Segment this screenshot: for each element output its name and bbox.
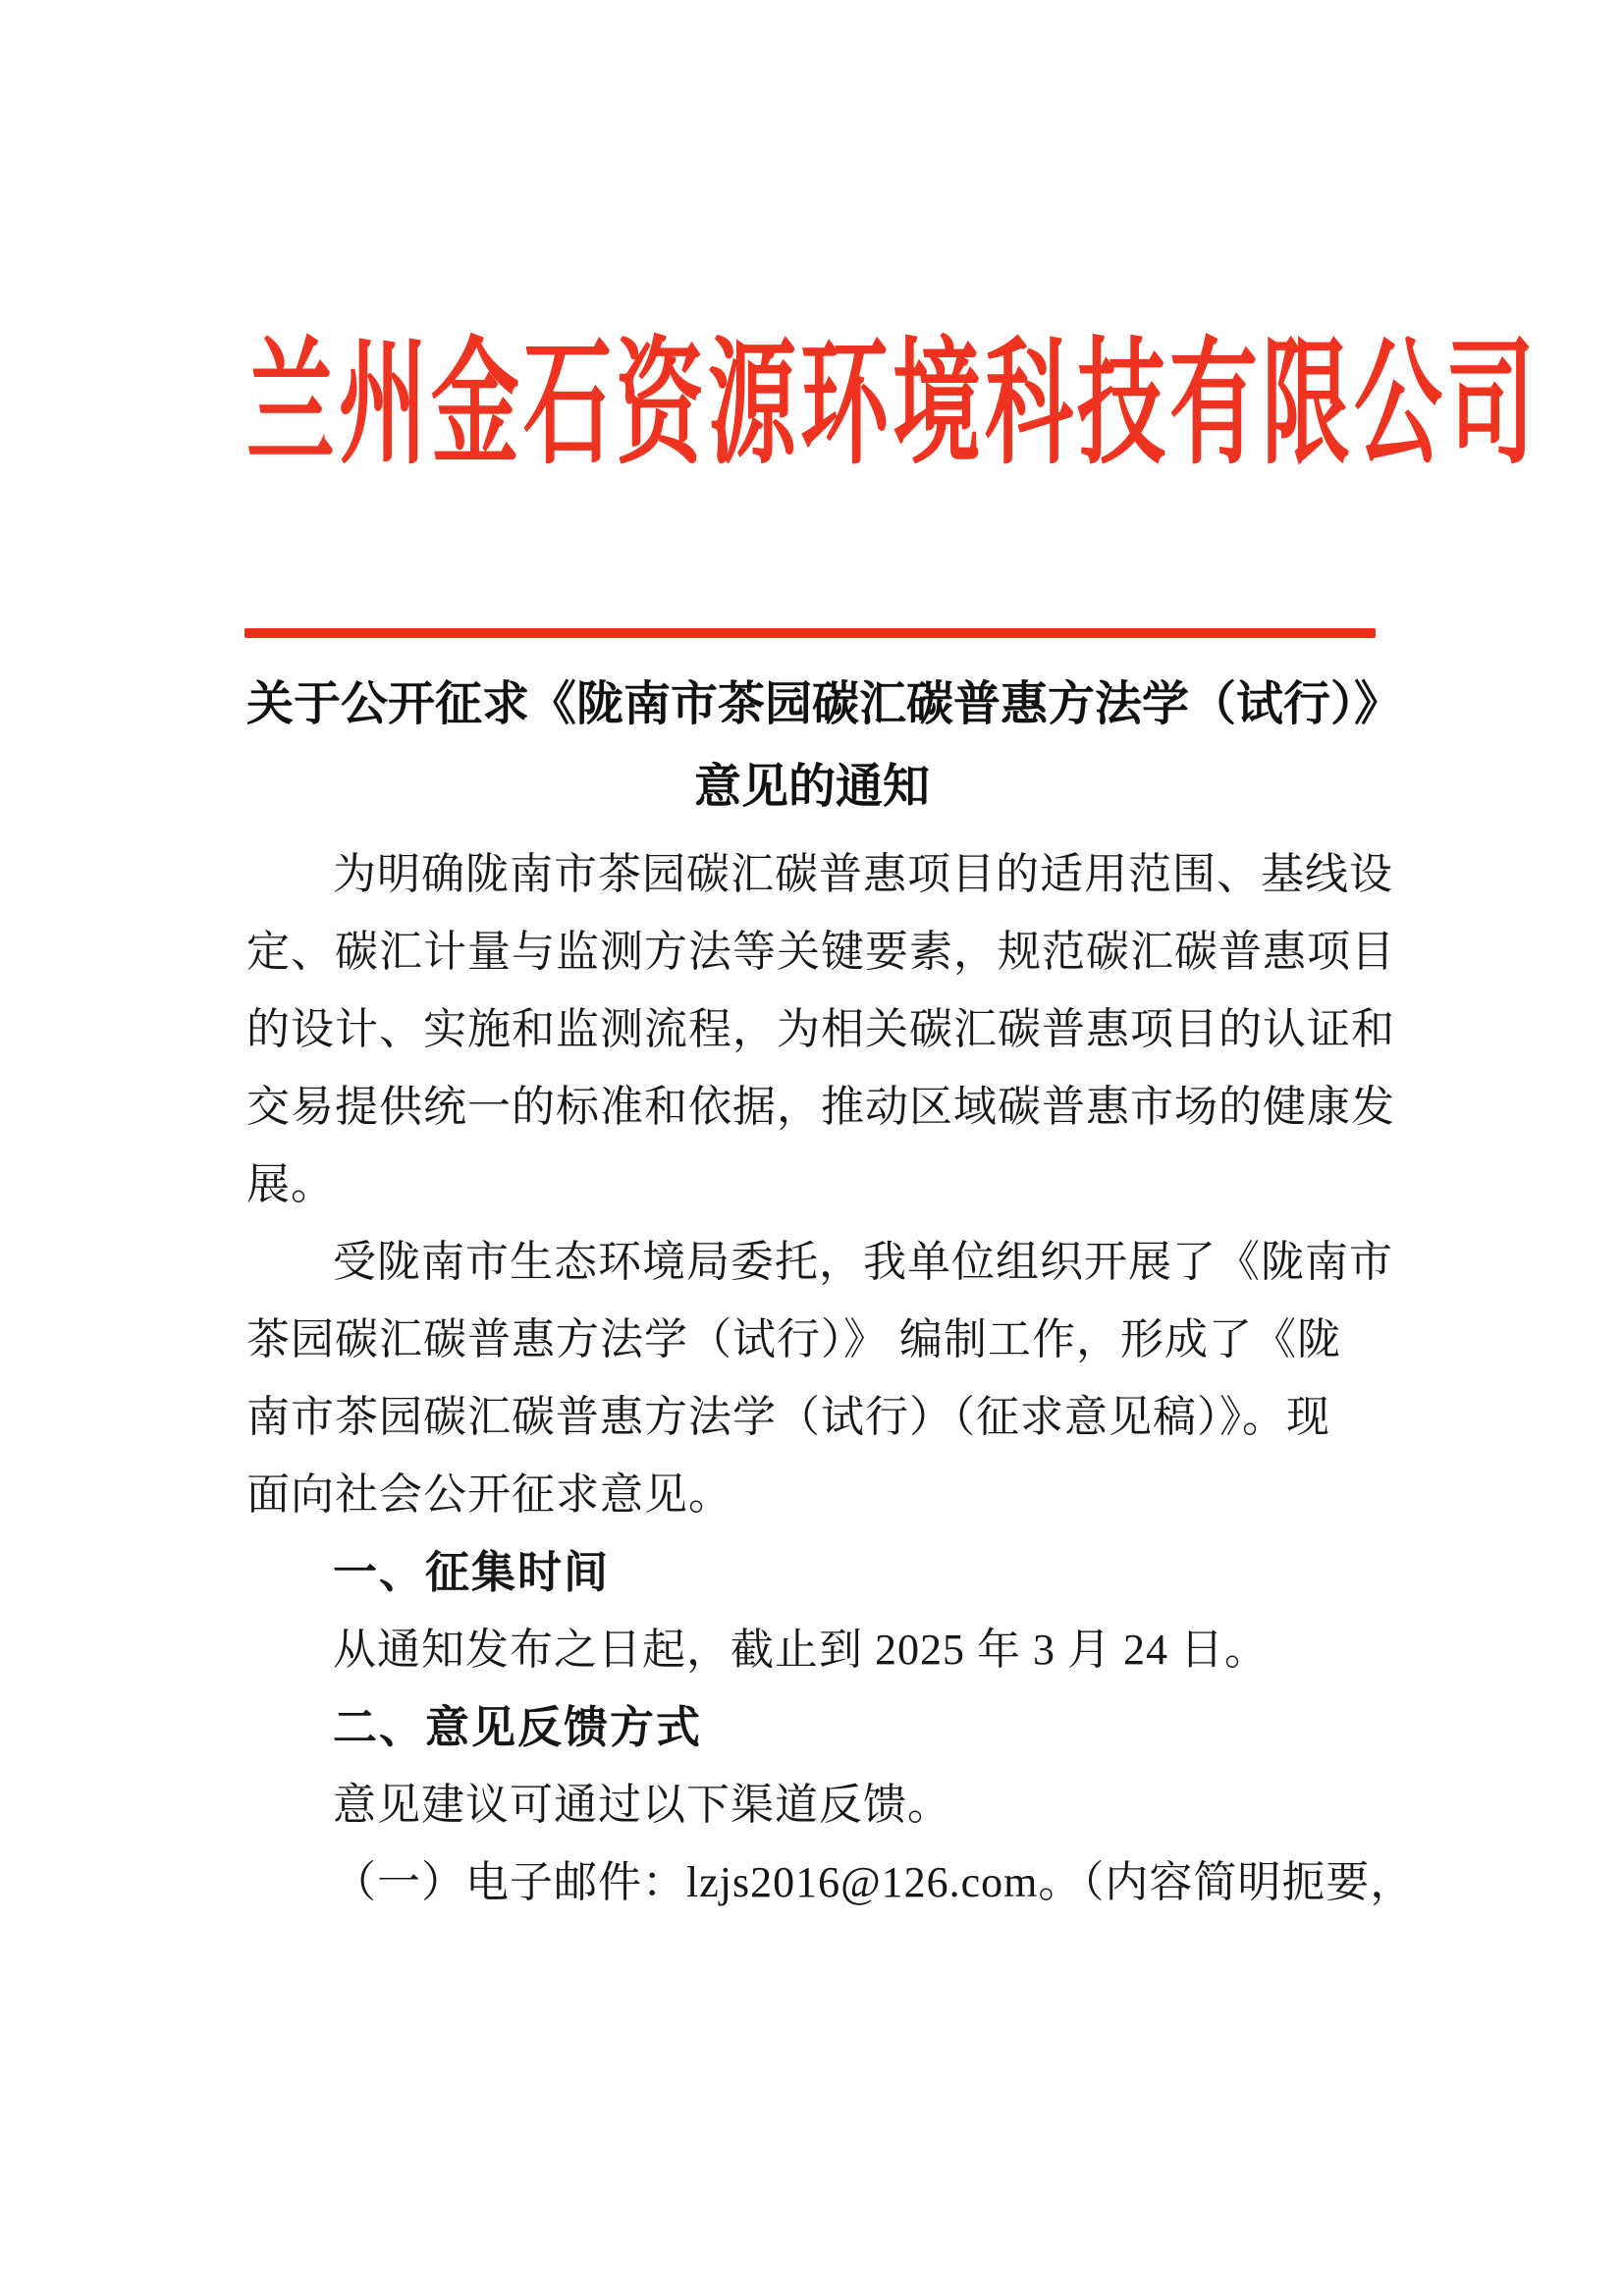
body-line: 从通知发布之日起，截止到 2025 年 3 月 24 日。 bbox=[333, 1626, 1269, 1674]
body-line: 为明确陇南市茶园碳汇碳普惠项目的适用范围、基线设 bbox=[333, 850, 1393, 898]
body-line: 受陇南市生态环境局委托，我单位组织开展了《陇南市 bbox=[333, 1238, 1393, 1286]
company-letterhead: 兰州金石资源环境科技有限公司 bbox=[246, 330, 1539, 482]
notice-title-line-2: 意见的通知 bbox=[693, 761, 930, 813]
body-line: 定、碳汇计量与监测方法等关键要素，规范碳汇碳普惠项目 bbox=[246, 928, 1395, 976]
notice-title-line-1: 关于公开征求《陇南市茶园碳汇碳普惠方法学（试行）》 bbox=[246, 678, 1402, 730]
body-line: 面向社会公开征求意见。 bbox=[246, 1470, 732, 1519]
body-line: 交易提供统一的标准和依据，推动区域碳普惠市场的健康发 bbox=[246, 1083, 1395, 1131]
body-line-email: （一）电子邮件：lzjs2016@126.com。（内容简明扼要， bbox=[333, 1858, 1415, 1906]
body-line: 南市茶园碳汇碳普惠方法学（试行）（征求意见稿）》。现 bbox=[246, 1393, 1330, 1441]
red-divider-line bbox=[244, 628, 1376, 638]
body-line: 展。 bbox=[246, 1160, 335, 1208]
body-line: 意见建议可通过以下渠道反馈。 bbox=[333, 1781, 951, 1829]
notice-body bbox=[246, 835, 1415, 1921]
section-heading-feedback-method: 二、意见反馈方式 bbox=[333, 1702, 703, 1752]
section-heading-collection-time: 一、征集时间 bbox=[333, 1547, 611, 1597]
body-line: 的设计、实施和监测流程，为相关碳汇碳普惠项目的认证和 bbox=[246, 1005, 1395, 1053]
body-line: 茶园碳汇碳普惠方法学（试行）》 编制工作，形成了《陇 bbox=[246, 1315, 1341, 1363]
